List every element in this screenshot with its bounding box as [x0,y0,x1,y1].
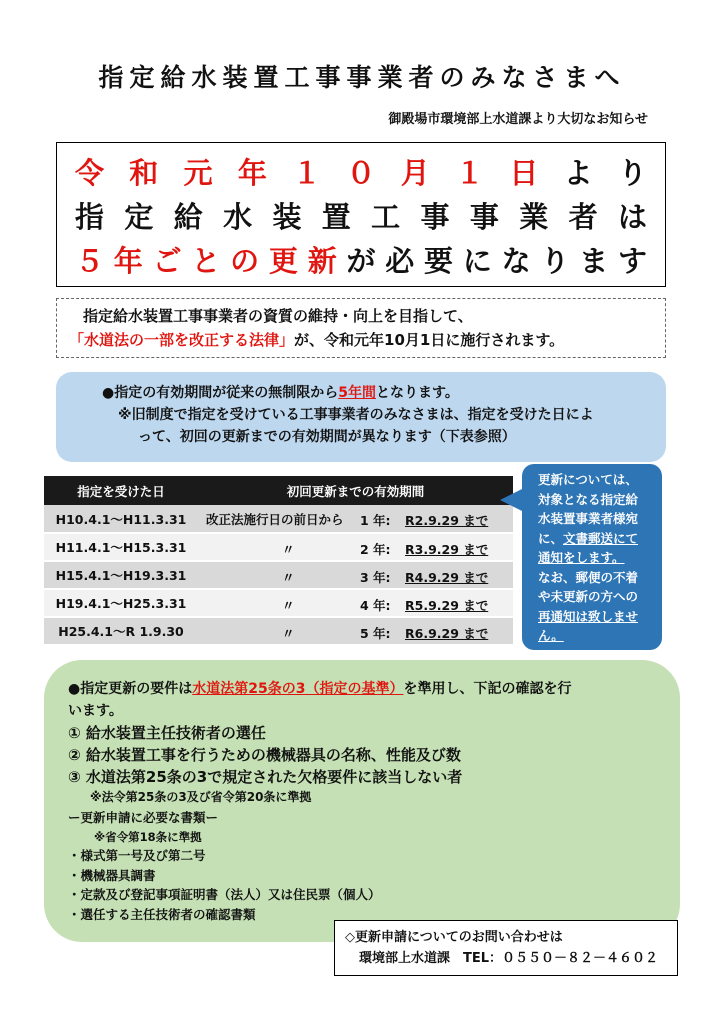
table-header: 指定を受けた日 [44,476,198,505]
headline-row-1 [75,151,647,195]
headline-char: 元 [183,156,213,190]
bubble-underlined: 通知をします。 [538,550,625,565]
headline-char: の [230,244,260,278]
headline-char: 者 [568,200,598,234]
table-row [44,617,513,645]
headline-char: ５ [75,244,105,278]
document-item: ・様式第一号及び第二号 [68,848,206,863]
headline-char: ま [579,244,609,278]
validity-line-2: ※旧制度で指定を受けている工事事業者のみなさまは、指定を受けた日によ [118,407,594,423]
ditto-mark: 〃 [282,542,295,557]
period-until: R6.9.29 まで [405,626,489,641]
contact-line-2: 環境部上水道課 TEL：０５５０－８２－４６０２ [359,951,659,966]
headline-char: り [540,244,570,278]
law-name: 「水道法の一部を改正する法律」 [69,331,295,349]
headline-char: ご [152,244,182,278]
headline-row-2 [75,195,647,239]
headline-char: と [191,244,221,278]
headline-char: 装 [272,200,302,234]
page-title: 指定給水装置工事事業者のみなさまへ [98,63,626,92]
intro-line-1: 指定給水装置工事事業者の資質の維持・向上を目指して、 [83,307,473,325]
bubble-underlined: ん。 [538,628,564,643]
bubble-line [538,529,654,549]
documents-note: ※省令第18条に準拠 [94,830,202,844]
requirement-item: ② 給水装置工事を行うための機械器具の名称、性能及び数 [68,746,461,764]
requirement-item: ③ 水道法第25条の3で規定された欠格要件に該当しない者 [68,768,463,786]
headline-char: 事 [469,200,499,234]
headline-char: す [617,244,647,278]
contact-line-1: ◇更新申請についてのお問い合わせは [345,930,563,945]
document-item: ・機械器具調書 [68,867,156,883]
table-cell-period [198,533,513,561]
ditto-mark: 〃 [282,570,295,585]
headline-char: 要 [424,244,454,278]
headline-char: 業 [519,200,549,234]
document-item: ・選任する主任技術者の確認書類 [68,906,256,922]
period-years: 2 年: [360,542,391,557]
period-years: 3 年: [360,570,391,585]
headline-box [56,142,666,287]
headline-char: よ [563,156,593,190]
period-years: 1 年: [360,513,391,528]
document-item: ・定款及び登記事項証明書（法人）又は住民票（個人） [68,887,381,902]
table-cell-period [198,589,513,617]
headline-char: 年 [113,244,143,278]
headline-char: 工 [371,200,401,234]
headline-char: 定 [124,200,154,234]
validity-text: ●指定の有効期間が従来の無制限から [102,385,339,401]
notice-speech-bubble [522,464,662,650]
headline-char: 必 [385,244,415,278]
ditto-mark: 〃 [282,626,295,641]
bubble-text: に、 [538,530,564,546]
validity-line-1 [74,382,648,404]
period-years: 5 年: [360,626,391,641]
intro-line-2 [69,328,653,352]
speech-bubble-tail [500,488,524,512]
table-header: 初回更新までの有効期間 [198,476,513,505]
headline-char: 給 [173,200,203,234]
headline-char: ０ [346,156,376,190]
validity-panel [56,372,666,462]
headline-char: 月 [400,156,430,190]
headline-char: は [617,200,647,234]
requirements-panel [44,660,680,942]
headline-row-3 [75,239,647,283]
intro-line-2-rest: が、令和元年10月1日に施行されます。 [294,331,565,349]
validity-emphasis: 5年間 [338,385,376,401]
headline-char: 新 [307,244,337,278]
period-until: R3.9.29 まで [405,542,489,557]
from-line: 御殿場市環境部上水道課より大切なお知らせ [388,112,648,127]
validity-text: となります。 [375,385,459,401]
table-cell-date: H11.4.1～H15.3.31 [44,533,198,561]
headline-char: 指 [75,200,105,234]
headline-char: り [617,156,647,190]
headline-char: １ [455,156,485,190]
headline-char: な [501,244,531,278]
requirements-note: ※法令第25条の3及び省令第20条に準拠 [90,790,312,804]
table-cell-period [198,505,513,533]
table-cell-date: H15.4.1～H19.3.31 [44,561,198,589]
bubble-line: 水装置事業者様宛 [538,511,639,526]
headline-char: １ [292,156,322,190]
table-row [44,533,513,561]
headline-char: 更 [268,244,298,278]
bubble-line: なお、郵便の不着 [538,569,639,585]
intro-box [56,298,666,358]
contact-box [334,920,678,976]
headline-char: 置 [321,200,351,234]
table-cell-period [198,561,513,589]
lead-law-reference: 水道法第25条の3（指定の基準） [192,681,404,697]
table-header-row [44,476,513,505]
headline-char: 令 [75,156,105,190]
headline-char: 水 [223,200,253,234]
period-until: R2.9.29 まで [405,513,489,528]
table-row [44,561,513,589]
table-row [44,505,513,533]
bubble-underlined: 文書郵送にて [563,530,639,546]
requirements-lead-2: います。 [68,703,123,719]
table-cell-period [198,617,513,645]
period-years: 4 年: [360,598,391,613]
requirement-item: ① 給水装置主任技術者の選任 [68,724,266,742]
headline-char: 和 [129,156,159,190]
headline-char: 年 [237,156,267,190]
table-cell-date: H25.4.1～R 1.9.30 [44,617,198,645]
table-row [44,589,513,617]
lead-text: ●指定更新の要件は [68,681,193,697]
table-cell-date: H19.4.1～H25.3.31 [44,589,198,617]
lead-text: を準用し、下記の確認を行 [403,681,572,697]
headline-char: が [346,244,376,278]
documents-heading: ー更新申請に必要な書類ー [68,810,219,825]
period-until: R4.9.29 まで [405,570,489,585]
validity-table [44,476,513,646]
bubble-line: や未更新の方への [538,589,639,604]
validity-line-3: って、初回の更新までの有効期間が異なります（下表参照） [138,429,516,445]
requirements-lead [68,678,656,700]
table-cell-date: H10.4.1～H11.3.31 [44,505,198,533]
bubble-underlined: 再通知は致しませ [538,608,639,624]
headline-char: 事 [420,200,450,234]
ditto-mark: 〃 [282,598,295,613]
period-until: R5.9.29 まで [405,598,489,613]
headline-char: に [462,244,492,278]
bubble-line: 更新については、 [538,472,638,487]
headline-char: 日 [509,156,539,190]
period-basis: 改正法施行日の前日から [206,511,344,527]
bubble-line: 対象となる指定給 [538,491,639,507]
